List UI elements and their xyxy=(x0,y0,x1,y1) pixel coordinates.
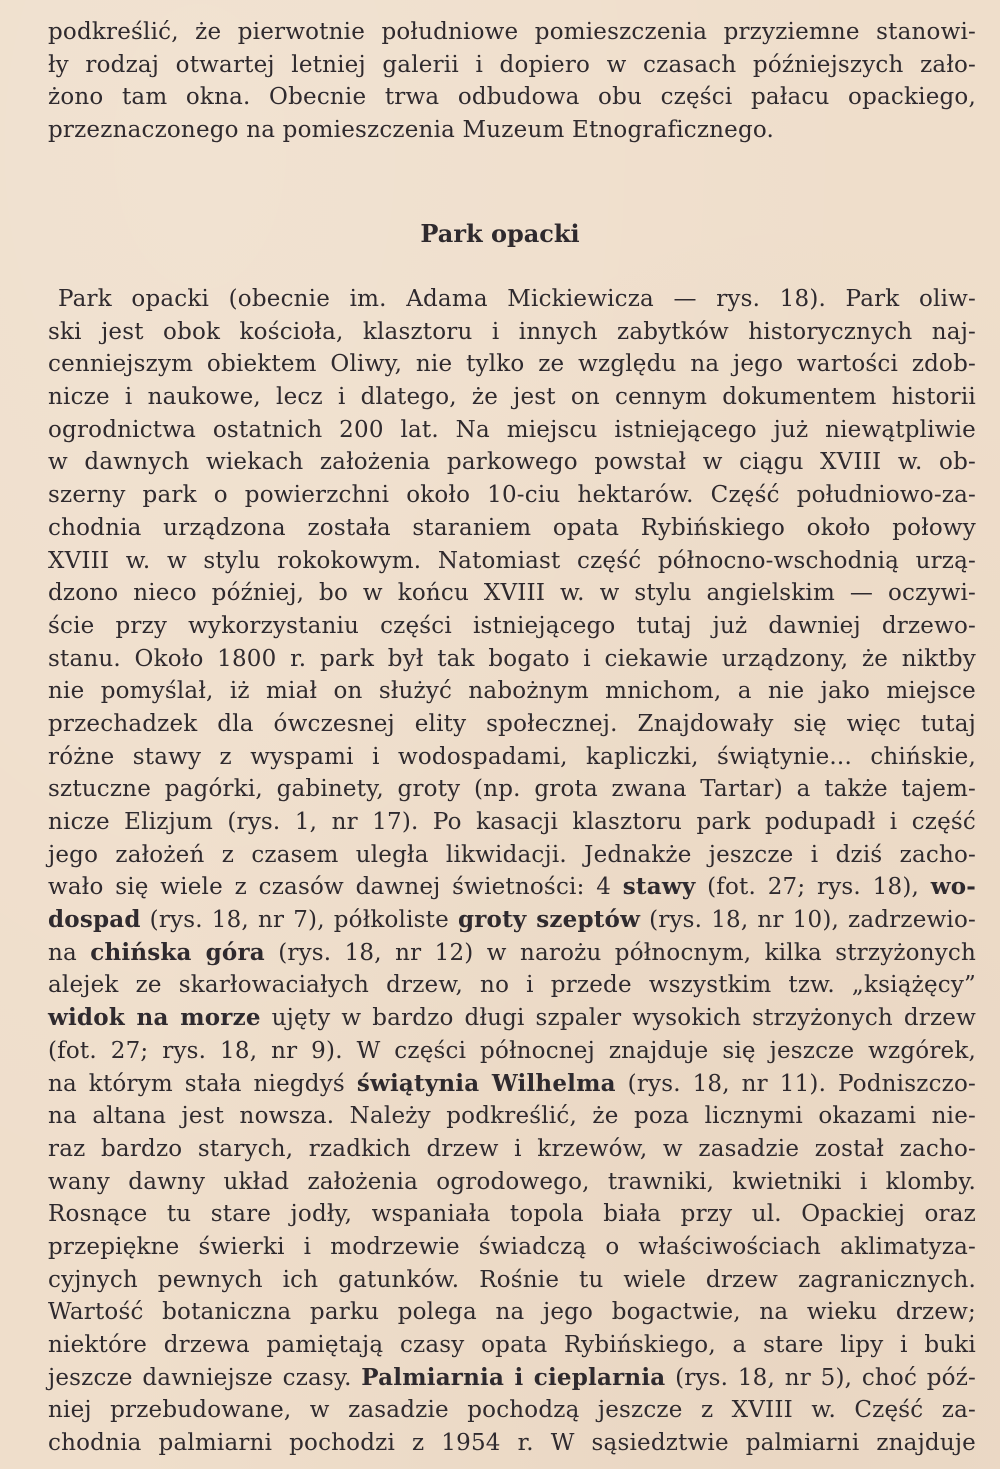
section-title: Park opacki xyxy=(420,219,580,248)
text-line: szerny park o powierzchni około 10-ciu hektarów. Część południowo-za- xyxy=(48,482,976,509)
text-line: nie pomyślał, iż miał on służyć nabożnym mnichom, a nie jako miejsce xyxy=(48,678,976,705)
text-line: przechadzek dla ówczesnej elity społecznej. Znajdowały się więc tutaj xyxy=(48,710,976,737)
text-line: Park opacki (obecnie im. Adama Mickiewicza — rys. 18). Park oliw- xyxy=(58,286,976,312)
text-line-rich: na którym stała niegdyś świątynia Wilhelma (rys. 18, nr 11). Podniszczo- xyxy=(48,1069,976,1097)
text-line: ski jest obok kościoła, klasztoru i innych zabytków historycznych naj- xyxy=(48,318,976,345)
text-line-rich: na chińska góra (rys. 18, nr 12) w narożu północnym, kilka strzyżonych xyxy=(48,938,977,966)
text-line: jego założeń z czasem uległa likwidacji. Jednakże jeszcze i dziś zacho- xyxy=(48,841,976,868)
text-line: ły rodzaj otwartej letniej galerii i dopiero w czasach późniejszych zało- xyxy=(48,51,976,78)
text-line: (fot. 27; rys. 18, nr 9). W części północnej znajduje się jeszcze wzgórek, xyxy=(48,1037,976,1064)
text-line: niej przebudowane, w zasadzie pochodzą jeszcze z XVIII w. Część za- xyxy=(48,1397,976,1424)
text-line: dzono nieco później, bo w końcu XVIII w. w stylu angielskim — oczywi- xyxy=(48,580,976,607)
text-line: ście przy wykorzystaniu części istniejącego tutaj już dawniej drzewo- xyxy=(48,612,976,639)
text-line: nicze Elizjum (rys. 1, nr 17). Po kasacji klasztoru park podupadł i część xyxy=(48,809,976,835)
text-line: niektóre drzewa pamiętają czasy opata Rybińskiego, a stare lipy i buki xyxy=(48,1332,976,1358)
text-line: alejek ze skarłowaciałych drzew, no i przede wszystkim tzw. „książęcy” xyxy=(48,972,976,999)
text-line: Wartość botaniczna parku polega na jego bogactwie, na wieku drzew; xyxy=(48,1299,976,1326)
text-line: raz bardzo starych, rzadkich drzew i krzewów, w zasadzie został zacho- xyxy=(48,1135,976,1162)
bold-term: Palmiarnia i cieplarnia xyxy=(361,1363,666,1391)
text-line: podkreślić, że pierwotnie południowe pomieszczenia przyziemne stanowi- xyxy=(48,19,976,45)
text-line-rich: widok na morze ujęty w bardzo długi szpaler wysokich strzyżonych drzew xyxy=(48,1004,977,1032)
bold-term: wo- xyxy=(930,873,977,901)
text-line: sztuczne pagórki, gabinety, groty (np. grota zwana Tartar) a także tajem- xyxy=(48,776,976,803)
text-line: na altana jest nowsza. Należy podkreślić, że poza licznymi okazami nie- xyxy=(48,1103,976,1130)
text-line: chodnia urządzona została staraniem opata Rybińskiego około połowy xyxy=(48,514,976,541)
text-line: przeznaczonego na pomieszczenia Muzeum Etnograficznego. xyxy=(48,117,775,144)
text-line: wany dawny układ założenia ogrodowego, trawniki, kwietniki i klomby. xyxy=(48,1168,976,1195)
text-line: przepiękne świerki i modrzewie świadczą o właściwościach aklimatyza- xyxy=(48,1233,976,1260)
text-line: żono tam okna. Obecnie trwa odbudowa obu części pałacu opackiego, xyxy=(48,84,976,111)
body-paragraph xyxy=(48,283,976,1460)
text-line: chodnia palmiarni pochodzi z 1954 r. W sąsiedztwie palmiarni znajduje xyxy=(48,1430,976,1457)
text-line-rich: jeszcze dawniejsze czasy. Palmiarnia i cieplarnia (rys. 18, nr 5), choć póź- xyxy=(48,1363,977,1391)
text-line: stanu. Około 1800 r. park był tak bogato i ciekawie urządzony, że niktby xyxy=(48,645,976,672)
bold-term: groty szeptów xyxy=(457,906,641,934)
text-line: cenniejszym obiektem Oliwy, nie tylko ze względu na jego wartości zdob- xyxy=(48,351,976,378)
text-line: nicze i naukowe, lecz i dlatego, że jest on cennym dokumentem historii xyxy=(48,384,976,411)
bold-term: chińska góra xyxy=(90,938,265,966)
text-line: XVIII w. w stylu rokokowym. Natomiast część północno-wschodnią urzą- xyxy=(48,547,976,574)
bold-term: widok na morze xyxy=(48,1004,261,1032)
text-line: różne stawy z wyspami i wodospadami, kapliczki, świątynie... chińskie, xyxy=(48,743,976,770)
text-line-rich: wało się wiele z czasów dawnej świetności: 4 stawy (fot. 27; rys. 18), wo- xyxy=(48,873,977,901)
text-line: w dawnych wiekach założenia parkowego powstał w ciągu XVIII w. ob- xyxy=(48,449,976,476)
text-line: ogrodnictwa ostatnich 200 lat. Na miejscu istniejącego już niewątpliwie xyxy=(48,416,976,443)
text-line-rich: dospad (rys. 18, nr 7), półkoliste groty szeptów (rys. 18, nr 10), zadrzewio- xyxy=(48,906,976,934)
bold-term: świątynia Wilhelma xyxy=(356,1069,616,1097)
bold-term: stawy xyxy=(622,873,696,901)
text-line: cyjnych pewnych ich gatunków. Rośnie tu wiele drzew zagranicznych. xyxy=(48,1266,976,1293)
bold-term: dospad xyxy=(48,906,141,934)
text-line: Rosnące tu stare jodły, wspaniała topola biała przy ul. Opackiej oraz xyxy=(48,1201,976,1228)
intro-paragraph xyxy=(48,16,976,147)
